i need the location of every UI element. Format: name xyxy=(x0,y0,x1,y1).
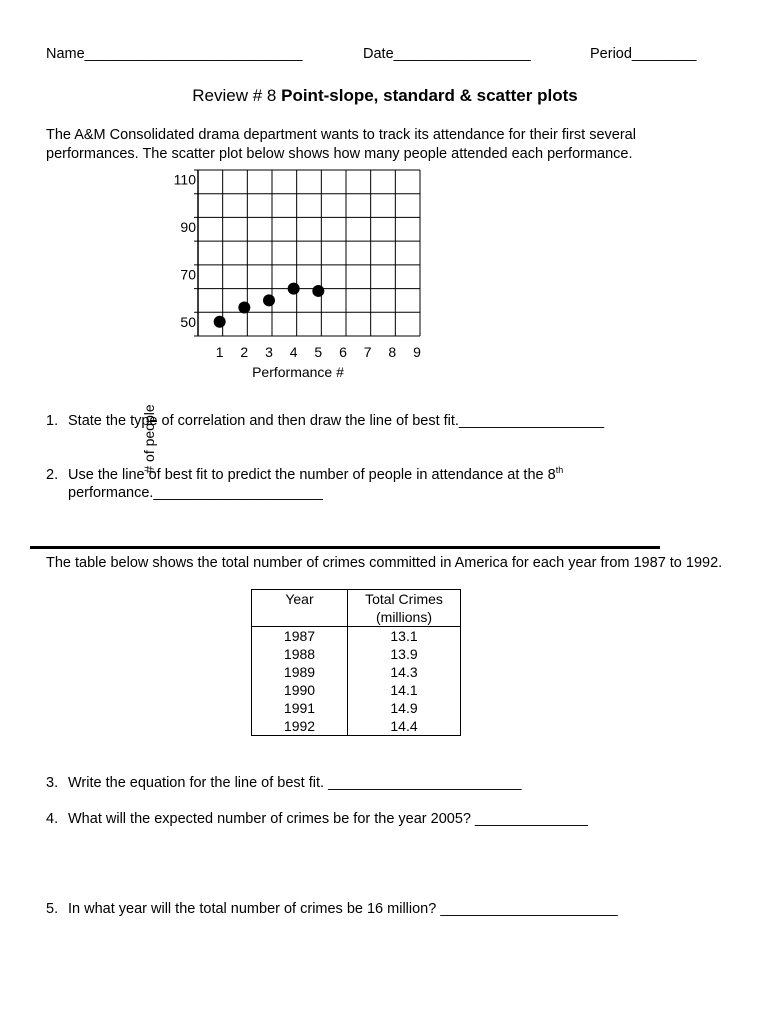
question-1-number: 1. xyxy=(46,413,59,429)
question-1 xyxy=(46,412,604,430)
y-tick-label: 110 xyxy=(173,171,196,188)
x-tick-label: 9 xyxy=(413,344,421,360)
data-points xyxy=(214,283,325,328)
table-row xyxy=(252,663,461,681)
table-row xyxy=(252,627,461,646)
question-4 xyxy=(46,810,588,828)
question-4-text: What will the expected number of crimes be for the year 2005? ______________ xyxy=(68,811,588,827)
table-header-total-line1: Total Crimes xyxy=(365,591,443,607)
cell-value: 14.1 xyxy=(348,681,461,699)
cell-value: 14.4 xyxy=(348,717,461,736)
question-4-number: 4. xyxy=(46,811,59,827)
question-5-number: 5. xyxy=(46,901,59,917)
data-point xyxy=(263,294,275,306)
chart-grid xyxy=(194,170,420,336)
cell-year: 1991 xyxy=(252,699,348,717)
intro-paragraph: The A&M Consolidated drama department wants to track its attendance for their first several performances. The scatter plot below shows how many people attended each performance. xyxy=(46,127,636,162)
data-point xyxy=(214,316,226,328)
table-header-year: Year xyxy=(252,590,348,627)
date-field: Date_________________ xyxy=(363,46,531,62)
x-tick-label: 5 xyxy=(314,344,323,360)
y-tick-label: 70 xyxy=(180,266,196,283)
cell-year: 1992 xyxy=(252,717,348,736)
question-2-superscript: th xyxy=(555,465,564,476)
x-tick-label: 8 xyxy=(388,344,397,360)
data-point xyxy=(288,283,300,295)
question-2-text: Use the line of best fit to predict the number of people in attendance at the 8 xyxy=(68,467,556,483)
data-point xyxy=(238,302,250,314)
data-point xyxy=(312,285,324,297)
x-tick-label: 1 xyxy=(215,344,224,360)
question-2-number: 2. xyxy=(46,467,59,483)
question-2 xyxy=(46,466,563,502)
y-tick-labels xyxy=(174,171,197,329)
table-row xyxy=(252,681,461,699)
cell-value: 13.1 xyxy=(348,627,461,646)
cell-value: 14.9 xyxy=(348,699,461,717)
title-prefix: Review # 8 xyxy=(192,86,277,105)
question-5-text: In what year will the total number of crimes be 16 million? ______________________ xyxy=(68,901,618,917)
y-axis-label: # of people xyxy=(141,404,157,474)
table-row xyxy=(252,645,461,663)
crimes-table xyxy=(251,589,461,736)
table-row xyxy=(252,717,461,736)
question-3-text: Write the equation for the line of best fit. ________________________ xyxy=(68,775,522,791)
x-tick-label: 4 xyxy=(289,344,298,360)
y-tick-label: 50 xyxy=(180,313,196,330)
x-axis-label: Performance # xyxy=(252,364,344,380)
cell-value: 14.3 xyxy=(348,663,461,681)
question-2-continuation: performance._____________________ xyxy=(68,485,323,501)
question-3-number: 3. xyxy=(46,775,59,791)
x-tick-label: 7 xyxy=(363,344,372,360)
period-field: Period________ xyxy=(590,46,697,62)
question-3 xyxy=(46,774,522,792)
table-row xyxy=(252,699,461,717)
table-header-total xyxy=(348,590,461,627)
table-intro: The table below shows the total number of crimes committed in America for each year from 1987 to 1992. xyxy=(46,555,723,571)
cell-year: 1990 xyxy=(252,681,348,699)
cell-value: 13.9 xyxy=(348,645,461,663)
name-field: Name___________________________ xyxy=(46,46,303,62)
x-tick-label: 3 xyxy=(265,344,273,360)
x-tick-label: 6 xyxy=(339,344,347,360)
page-title xyxy=(0,86,770,106)
x-tick-label: 2 xyxy=(240,344,249,360)
section-divider xyxy=(30,546,660,549)
cell-year: 1989 xyxy=(252,663,348,681)
cell-year: 1987 xyxy=(252,627,348,646)
x-tick-labels xyxy=(216,344,421,360)
y-tick-label: 90 xyxy=(180,218,196,235)
table-header-total-line2: (millions) xyxy=(376,609,432,625)
question-1-text: State the type of correlation and then draw the line of best fit.__________________ xyxy=(68,413,605,429)
question-5 xyxy=(46,900,618,918)
title-main: Point-slope, standard & scatter plots xyxy=(281,86,578,105)
cell-year: 1988 xyxy=(252,645,348,663)
